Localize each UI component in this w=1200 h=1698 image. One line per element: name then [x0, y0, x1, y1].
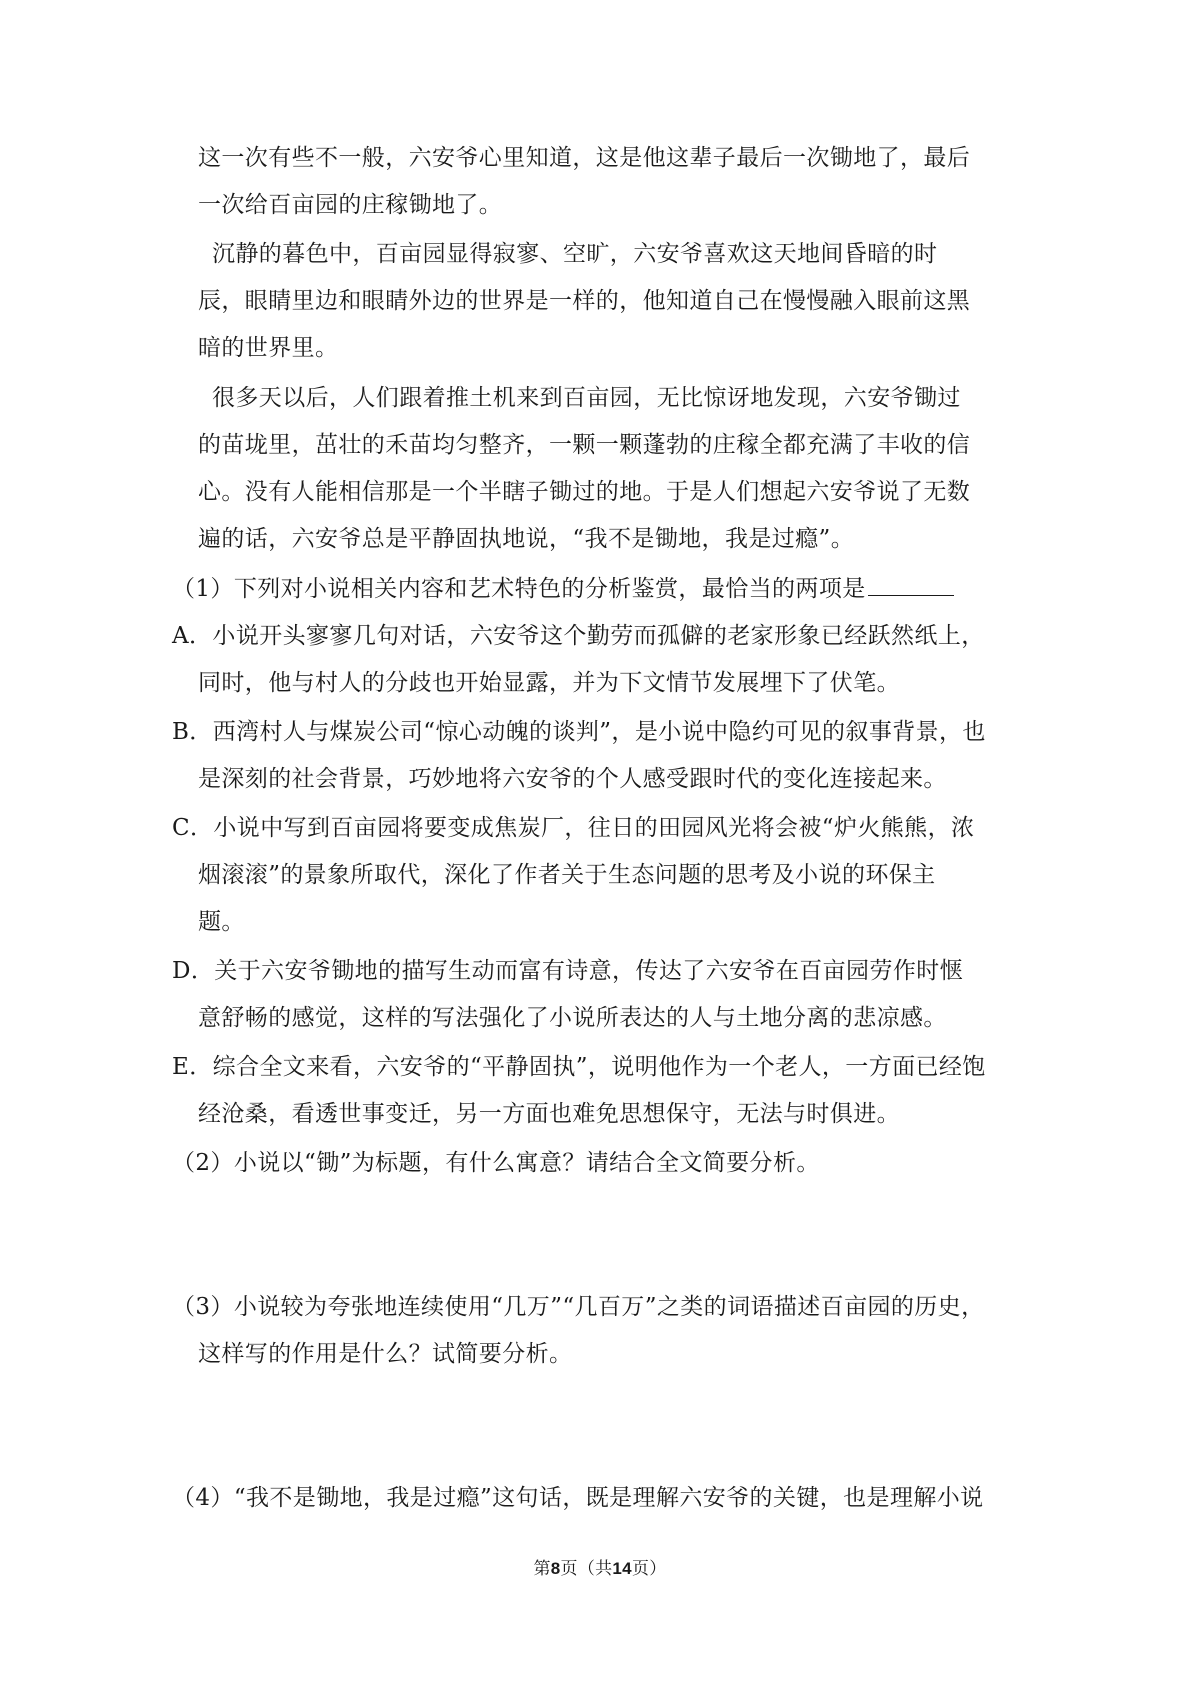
option-d-line: 意舒畅的感觉，这样的写法强化了小说所表达的人与土地分离的悲凉感。 [198, 1005, 947, 1031]
passage-line: 这一次有些不一般，六安爷心里知道，这是他这辈子最后一次锄地了，最后 [198, 145, 971, 171]
option-text: 关于六安爷锄地的描写生动而富有诗意，传达了六安爷在百亩园劳作时惬 [214, 958, 964, 984]
total-pages: 14 [612, 1559, 632, 1578]
option-a-line: 同时，他与村人的分歧也开始显露，并为下文情节发展埋下了伏笔。 [198, 670, 900, 696]
option-b-line: 是深刻的社会背景，巧妙地将六安爷的个人感受跟时代的变化连接起来。 [198, 766, 947, 792]
question-3: （3）小说较为夸张地连续使用“几万”“几百万”之类的词语描述百亩园的历史， [172, 1294, 985, 1320]
option-label: B． [172, 719, 213, 745]
option-text: 西湾村人与煤炭公司“惊心动魄的谈判”，是小说中隐约可见的叙事背景，也 [212, 719, 986, 745]
question-3-line: 这样写的作用是什么？试简要分析。 [198, 1341, 573, 1367]
passage-line: 遍的话，六安爷总是平静固执地说，“我不是锄地，我是过瘾”。 [198, 526, 855, 552]
option-e-line: 经沧桑，看透世事变迁，另一方面也难免思想保守，无法与时俱进。 [198, 1101, 900, 1127]
passage-line: 很多天以后，人们跟着推土机来到百亩园，无比惊讶地发现，六安爷锄过 [212, 385, 961, 411]
passage-line: 沉静的暮色中，百亩园显得寂寥、空旷，六安爷喜欢这天地间昏暗的时 [212, 241, 938, 267]
question-4: （4）“我不是锄地，我是过瘾”这句话，既是理解六安爷的关键，也是理解小说 [172, 1485, 984, 1511]
question-2: （2）小说以“锄”为标题，有什么寓意？请结合全文简要分析。 [172, 1150, 820, 1176]
page-number: 8 [550, 1559, 561, 1578]
option-c [172, 811, 974, 845]
option-text: 小说开头寥寥几句对话，六安爷这个勤劳而孤僻的老家形象已经跃然纸上， [212, 623, 985, 649]
passage-line: 辰，眼睛里边和眼睛外边的世界是一样的，他知道自己在慢慢融入眼前这黑 [198, 288, 971, 314]
option-text: 综合全文来看，六安爷的“平静固执”，说明他作为一个老人，一方面已经饱 [212, 1054, 986, 1080]
option-a [172, 619, 985, 653]
option-label: C． [172, 815, 214, 841]
option-text: 小说中写到百亩园将要变成焦炭厂，往日的田园风光将会被“炉火熊熊，浓 [213, 815, 975, 841]
option-c-line: 烟滚滚”的景象所取代，深化了作者关于生态问题的思考及小说的环保主 [198, 862, 936, 888]
answer-blank[interactable] [868, 571, 954, 596]
question-1-text: （1）下列对小说相关内容和艺术特色的分析鉴赏，最恰当的两项是 [172, 576, 866, 602]
option-d [172, 954, 963, 988]
option-e [172, 1050, 986, 1084]
option-label: A． [172, 623, 213, 649]
passage-line: 心。没有人能相信那是一个半瞎子锄过的地。于是人们想起六安爷说了无数 [198, 479, 971, 505]
page-footer: 第8页（共14页） [533, 1559, 667, 1579]
passage-line: 的苗垅里，茁壮的禾苗均匀整齐，一颗一颗蓬勃的庄稼全都充满了丰收的信 [198, 432, 971, 458]
passage-line: 暗的世界里。 [198, 335, 339, 361]
option-label: D． [172, 958, 215, 984]
option-b [172, 715, 986, 749]
question-1-stem [172, 571, 954, 606]
option-c-line: 题。 [198, 909, 245, 935]
option-label: E． [172, 1054, 213, 1080]
passage-line: 一次给百亩园的庄稼锄地了。 [198, 192, 503, 218]
